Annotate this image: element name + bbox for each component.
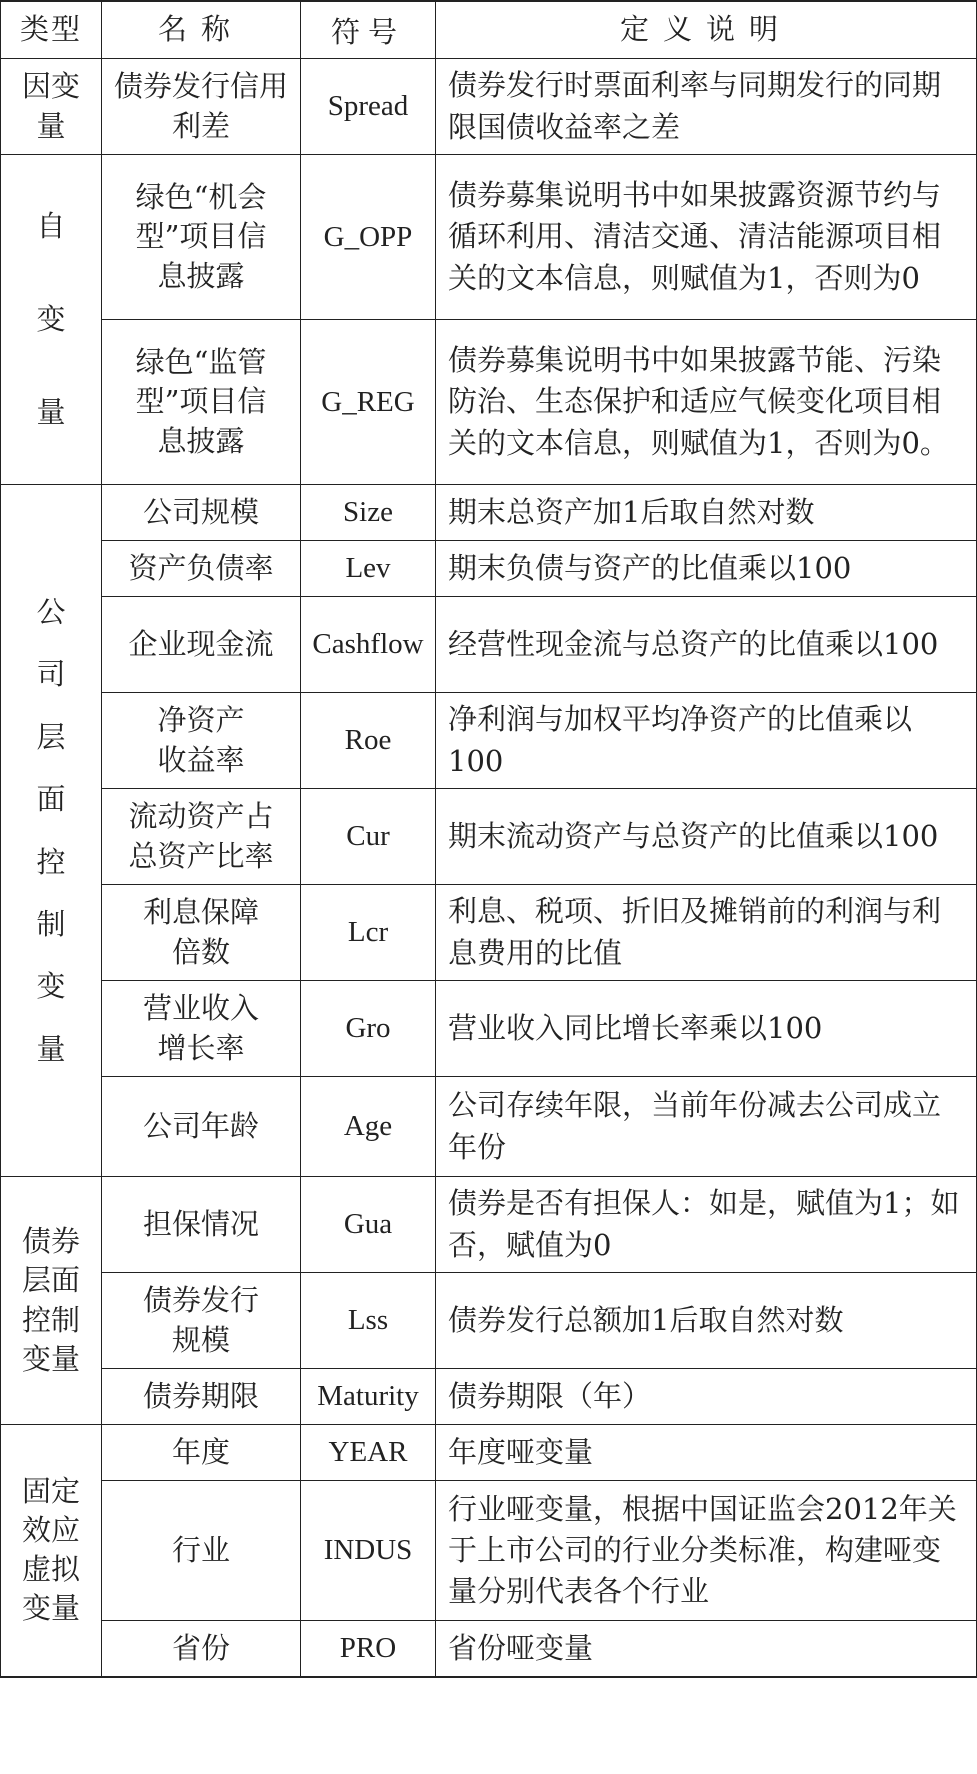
var-definition: 期末流动资产与总资产的比值乘以100 <box>436 789 977 885</box>
var-symbol: Lcr <box>301 885 436 981</box>
header-row <box>1 1 977 59</box>
var-name: 绿色“机会型”项目信息披露 <box>102 155 301 320</box>
var-symbol: Spread <box>301 59 436 155</box>
var-symbol: Gua <box>301 1177 436 1273</box>
header-name: 名称 <box>102 1 301 59</box>
table-row <box>1 1425 977 1481</box>
var-name: 行业 <box>102 1481 301 1621</box>
var-name: 企业现金流 <box>102 597 301 693</box>
var-name: 债券发行规模 <box>102 1273 301 1369</box>
var-symbol: Age <box>301 1077 436 1177</box>
var-definition: 债券发行时票面利率与同期发行的同期限国债收益率之差 <box>436 59 977 155</box>
var-definition: 期末负债与资产的比值乘以100 <box>436 541 977 597</box>
var-name: 公司年龄 <box>102 1077 301 1177</box>
var-symbol: PRO <box>301 1621 436 1677</box>
var-name: 债券期限 <box>102 1369 301 1425</box>
var-definition: 利息、税项、折旧及摊销前的利润与利息费用的比值 <box>436 885 977 981</box>
header-symbol: 符号 <box>301 1 436 59</box>
var-name: 绿色“监管型”项目信息披露 <box>102 320 301 485</box>
group-company-control: 公司层面控制变量 <box>1 485 102 1177</box>
table-row <box>1 1621 977 1677</box>
table-row <box>1 885 977 981</box>
var-symbol: INDUS <box>301 1481 436 1621</box>
table-row <box>1 981 977 1077</box>
var-definition: 公司存续年限，当前年份减去公司成立年份 <box>436 1077 977 1177</box>
var-name: 净资产收益率 <box>102 693 301 789</box>
var-definition: 净利润与加权平均净资产的比值乘以100 <box>436 693 977 789</box>
var-symbol: G_OPP <box>301 155 436 320</box>
table-row <box>1 789 977 885</box>
table-row <box>1 597 977 693</box>
var-name: 流动资产占总资产比率 <box>102 789 301 885</box>
header-definition: 定义说明 <box>436 1 977 59</box>
table-row <box>1 541 977 597</box>
var-definition: 行业哑变量，根据中国证监会2012年关于上市公司的行业分类标准，构建哑变量分别代表各个行业 <box>436 1481 977 1621</box>
table-row <box>1 1481 977 1621</box>
var-definition: 经营性现金流与总资产的比值乘以100 <box>436 597 977 693</box>
var-definition: 债券募集说明书中如果披露节能、污染防治、生态保护和适应气候变化项目相关的文本信息，则赋值为1，否则为0。 <box>436 320 977 485</box>
table-row <box>1 59 977 155</box>
table-row <box>1 1177 977 1273</box>
header-type: 类型 <box>1 1 102 59</box>
group-dependent: 因变量 <box>1 59 102 155</box>
var-definition: 期末总资产加1后取自然对数 <box>436 485 977 541</box>
var-definition: 债券募集说明书中如果披露资源节约与循环利用、清洁交通、清洁能源项目相关的文本信息，则赋值为1，否则为0 <box>436 155 977 320</box>
var-symbol: Cur <box>301 789 436 885</box>
var-definition: 年度哑变量 <box>436 1425 977 1481</box>
var-symbol: YEAR <box>301 1425 436 1481</box>
table-row <box>1 155 977 320</box>
var-name: 省份 <box>102 1621 301 1677</box>
var-definition: 营业收入同比增长率乘以100 <box>436 981 977 1077</box>
group-fixed-effect: 固定效应虚拟变量 <box>1 1425 102 1677</box>
var-symbol: Cashflow <box>301 597 436 693</box>
var-definition: 债券是否有担保人：如是，赋值为1；如否，赋值为0 <box>436 1177 977 1273</box>
table-row <box>1 485 977 541</box>
var-definition: 债券发行总额加1后取自然对数 <box>436 1273 977 1369</box>
var-symbol: Size <box>301 485 436 541</box>
var-name: 资产负债率 <box>102 541 301 597</box>
group-bond-control: 债券层面控制变量 <box>1 1177 102 1425</box>
var-symbol: Gro <box>301 981 436 1077</box>
table-row <box>1 1077 977 1177</box>
var-symbol: G_REG <box>301 320 436 485</box>
var-name: 利息保障倍数 <box>102 885 301 981</box>
table-row <box>1 320 977 485</box>
table-row <box>1 693 977 789</box>
var-symbol: Maturity <box>301 1369 436 1425</box>
var-definition: 债券期限（年） <box>436 1369 977 1425</box>
table-row <box>1 1273 977 1369</box>
table-row <box>1 1369 977 1425</box>
var-name: 营业收入增长率 <box>102 981 301 1077</box>
var-name: 担保情况 <box>102 1177 301 1273</box>
group-independent: 自变量 <box>1 155 102 485</box>
var-definition: 省份哑变量 <box>436 1621 977 1677</box>
var-symbol: Lev <box>301 541 436 597</box>
var-name: 债券发行信用利差 <box>102 59 301 155</box>
var-symbol: Roe <box>301 693 436 789</box>
var-symbol: Lss <box>301 1273 436 1369</box>
var-name: 公司规模 <box>102 485 301 541</box>
var-name: 年度 <box>102 1425 301 1481</box>
